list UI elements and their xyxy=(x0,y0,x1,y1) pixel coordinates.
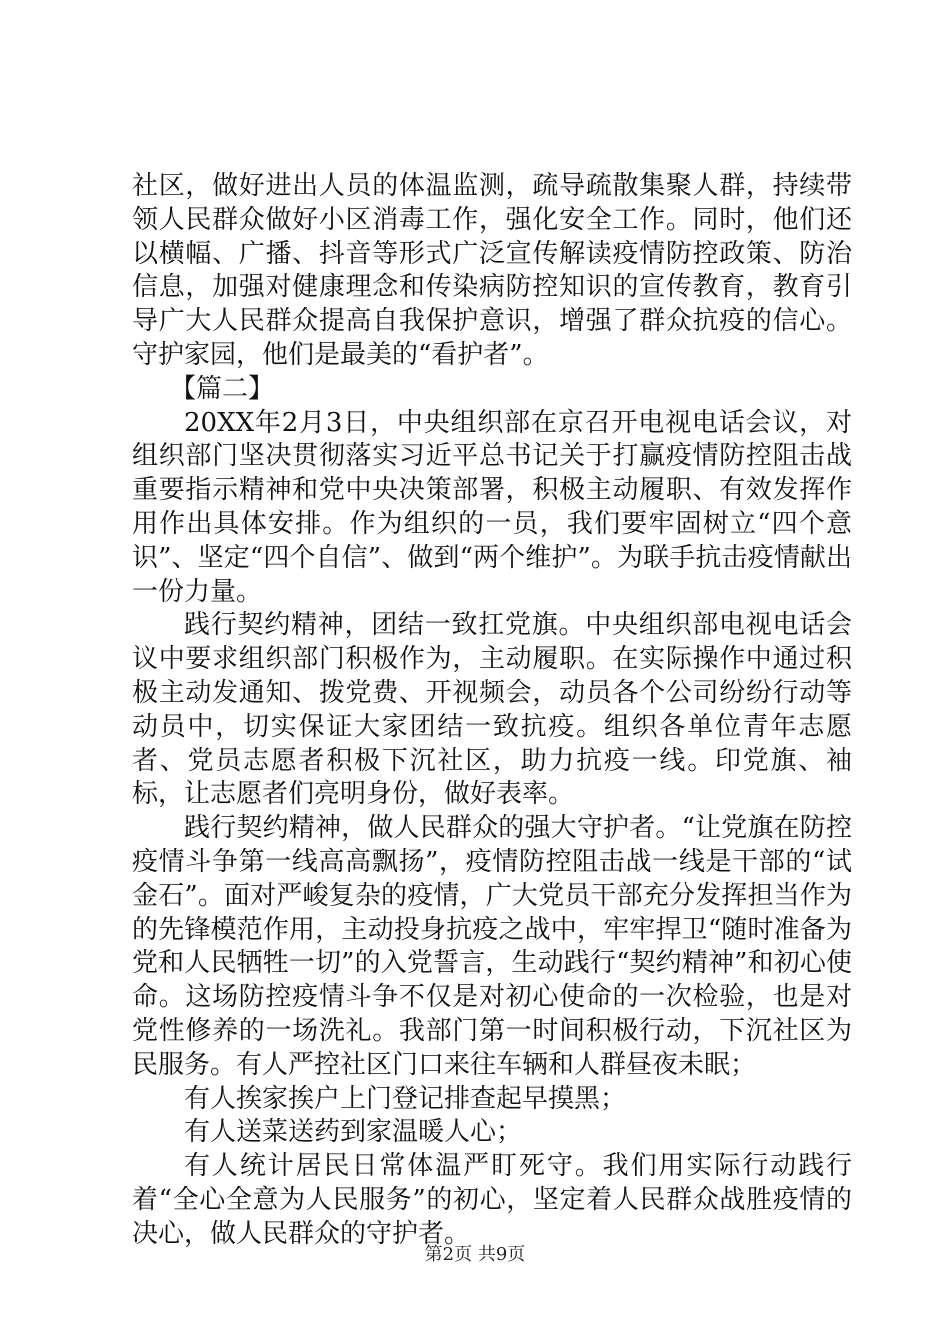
paragraph-8: 有人统计居民日常体温严盯死守。我们用实际行动践行着“全心全意为人民服务”的初心，坚定着人民群众战胜疫情的决心，做人民群众的守护者。 xyxy=(132,1151,852,1249)
paragraph-6: 有人挨家挨户上门登记排查起早摸黑； xyxy=(184,1083,627,1114)
page-number-footer: 第2页 共9页 xyxy=(424,1244,526,1265)
paragraph-1: 社区，做好进出人员的体温监测，疏导疏散集聚人群，持续带领人民群众做好小区消毒工作，强化安全工作。同时，他们还以横幅、广播、抖音等形式广泛宣传解读疫情防控政策、防治信息，加强对健康理念和传染病防控知识的宣传教育，教育引导广大人民群众提高自我保护意识，增强了群众抗疫的信心。守护家园，他们是最美的“看护者”。 xyxy=(132,171,852,370)
paragraph-7: 有人送菜送药到家温暖人心； xyxy=(184,1117,523,1148)
section-heading: 【篇二】 xyxy=(170,373,275,404)
paragraph-5: 践行契约精神，做人民群众的强大守护者。“让党旗在防控疫情斗争第一线高高飘扬”，疫情防控阻击战一线是干部的“试金石”。面对严峻复杂的疫情，广大党员干部充分发挥担当作为的先锋模范作用，主动投身抗疫之战中，牢牢捍卫“随时准备为党和人民牺牲一切”的入党誓言，生动践行“契约精神”和初心使命。这场防控疫情斗争不仅是对初心使命的一次检验，也是对党性修养的一场洗礼。我部门第一时间积极行动，下沉社区为民服务。有人严控社区门口来往车辆和人群昼夜未眠； xyxy=(132,813,852,1080)
paragraph-4: 践行契约精神，团结一致扛党旗。中央组织部电视电话会议中要求组织部门积极作为，主动履职。在实际操作中通过积极主动发通知、拨党费、开视频会，动员各个公司纷纷行动等动员中，切实保证大家团结一致抗疫。组织各单位青年志愿者、党员志愿者积极下沉社区，助力抗疫一线。印党旗、袖标，让志愿者们亮明身份，做好表率。 xyxy=(132,610,852,810)
document-body xyxy=(132,170,852,1252)
paragraph-3: 20XX年2月3日，中央组织部在京召开电视电话会议，对组织部门坚决贯彻落实习近平总书记关于打赢疫情防控阻击战重要指示精神和党中央决策部署，积极主动履职、有效发挥作用作出具体安排。作为组织的一员，我们要牢固树立“四个意识”、坚定“四个自信”、做到“两个维护”。为联手抗击疫情献出一份力量。 xyxy=(132,407,852,607)
